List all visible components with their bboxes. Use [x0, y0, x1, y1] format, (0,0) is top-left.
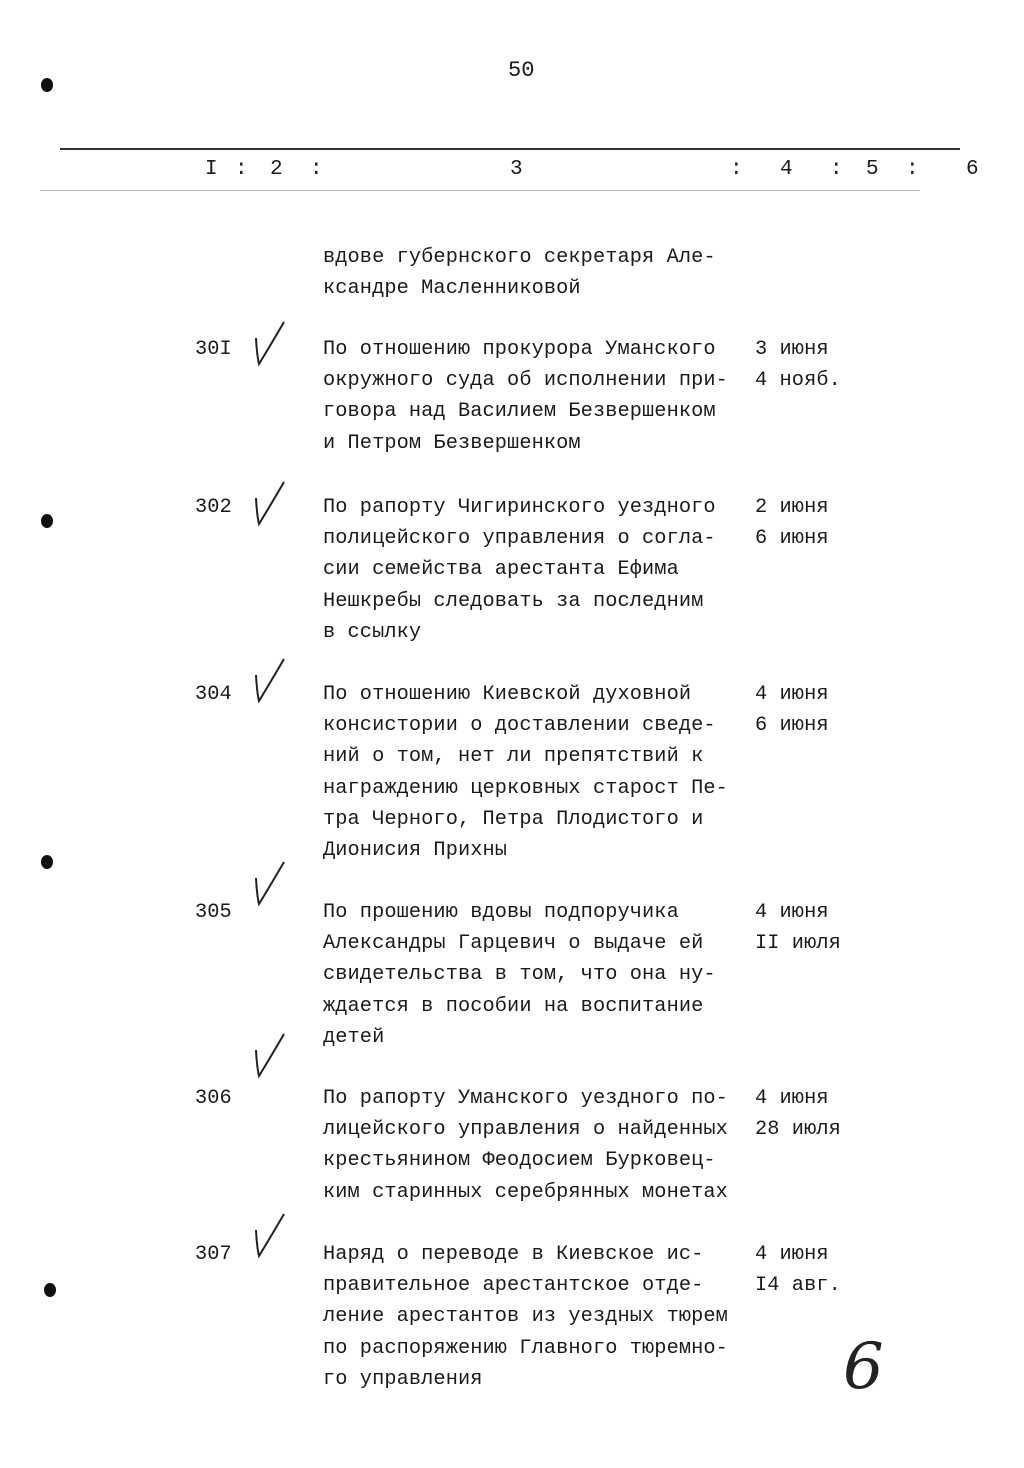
entry-date: 4 июня	[755, 1243, 829, 1266]
entry-text-line: ксандре Масленниковой	[323, 277, 581, 301]
checkmark-icon	[250, 1210, 290, 1260]
entry-text-line: лицейского управления о найденных	[323, 1118, 728, 1142]
entry-text-line: полицейского управления о согла-	[323, 527, 716, 551]
entry-date: 28 июля	[755, 1118, 841, 1142]
punch-hole	[44, 1283, 56, 1297]
entry-date: 2 июня	[755, 496, 829, 519]
entry-text-line: ждается в пособии на воспитание	[323, 994, 704, 1018]
entry-text-line: ление арестантов из уездных тюрем	[323, 1305, 728, 1329]
entry-text-line: говора над Василием Безвершенком	[323, 400, 716, 424]
column-header: 2	[270, 158, 283, 181]
entry-text-line: вдове губернского секретаря Але-	[323, 246, 716, 269]
entry-text-line: награждению церковных старост Пе-	[323, 776, 728, 800]
column-header: 3	[510, 158, 523, 181]
entry-text-line: и Петром Безвершенком	[323, 431, 581, 455]
entry-number: 304	[195, 683, 232, 706]
entry-text-line: Александры Гарцевич о выдаче ей	[323, 932, 704, 956]
entry-text-line: по распоряжению Главного тюремно-	[323, 1336, 728, 1360]
column-header: I	[205, 158, 218, 181]
entry-date: I4 авг.	[755, 1274, 841, 1298]
entry-number: 30I	[195, 338, 232, 361]
entry-text-line: крестьянином Феодосием Бурковец-	[323, 1149, 716, 1173]
checkmark-icon	[250, 1030, 290, 1080]
entry-date: 6 июня	[755, 714, 829, 738]
handwritten-mark: 6	[843, 1330, 884, 1404]
entry-text-line: в ссылку	[323, 620, 422, 644]
header-rule-top	[60, 148, 960, 150]
entry-date: 4 июня	[755, 683, 829, 706]
column-header: 4	[780, 158, 793, 181]
punch-hole	[41, 855, 53, 869]
entry-text-line: По отношению Киевской духовной	[323, 683, 692, 706]
entry-text-line: детей	[323, 1025, 385, 1049]
entry-number: 305	[195, 901, 232, 924]
checkmark-icon	[250, 655, 290, 705]
checkmark-icon	[250, 478, 290, 528]
entry-text-line: консистории о доставлении сведе-	[323, 714, 716, 738]
entry-date: 4 нояб.	[755, 369, 841, 393]
entry-text-line: По отношению прокурора Уманского	[323, 338, 716, 361]
page-number: 50	[508, 58, 535, 83]
punch-hole	[41, 78, 53, 92]
entry-text-line: правительное арестантское отде-	[323, 1274, 704, 1298]
entry-date: 3 июня	[755, 338, 829, 361]
entry-number: 302	[195, 496, 232, 519]
entry-date: II июля	[755, 932, 841, 956]
entry-text-line: Дионисия Прихны	[323, 839, 508, 862]
column-header: 5	[866, 158, 879, 181]
checkmark-icon	[250, 858, 290, 908]
column-separator: :	[235, 158, 248, 181]
punch-hole	[41, 514, 53, 528]
entry-text-line: Нешкребы следовать за последним	[323, 589, 704, 613]
column-separator: :	[830, 158, 843, 181]
entry-date: 4 июня	[755, 901, 829, 924]
entry-text-line: окружного суда об исполнении при-	[323, 369, 728, 393]
column-separator: :	[310, 158, 323, 181]
entry-text-line: По рапорту Чигиринского уездного	[323, 496, 716, 519]
entry-text-line: Наряд о переводе в Киевское ис-	[323, 1243, 704, 1266]
column-header: 6	[966, 158, 979, 181]
entry-text-line: ний о том, нет ли препятствий к	[323, 745, 704, 769]
entry-text-line: сии семейства арестанта Ефима	[323, 558, 679, 582]
header-rule-bottom	[40, 190, 920, 191]
entry-text-line: тра Черного, Петра Плодистого и	[323, 807, 704, 831]
entry-date: 6 июня	[755, 527, 829, 551]
entry-text-line: ким старинных серебрянных монетах	[323, 1180, 728, 1204]
column-separator: :	[730, 158, 743, 181]
column-separator: :	[906, 158, 919, 181]
entry-text-line: го управления	[323, 1367, 483, 1391]
entry-number: 306	[195, 1087, 232, 1110]
entry-text-line: свидетельства в том, что она ну-	[323, 963, 716, 987]
entry-number: 307	[195, 1243, 232, 1266]
entry-text-line: По прошению вдовы подпоручика	[323, 901, 679, 924]
entry-date: 4 июня	[755, 1087, 829, 1110]
checkmark-icon	[250, 318, 290, 368]
entry-text-line: По рапорту Уманского уездного по-	[323, 1087, 728, 1110]
